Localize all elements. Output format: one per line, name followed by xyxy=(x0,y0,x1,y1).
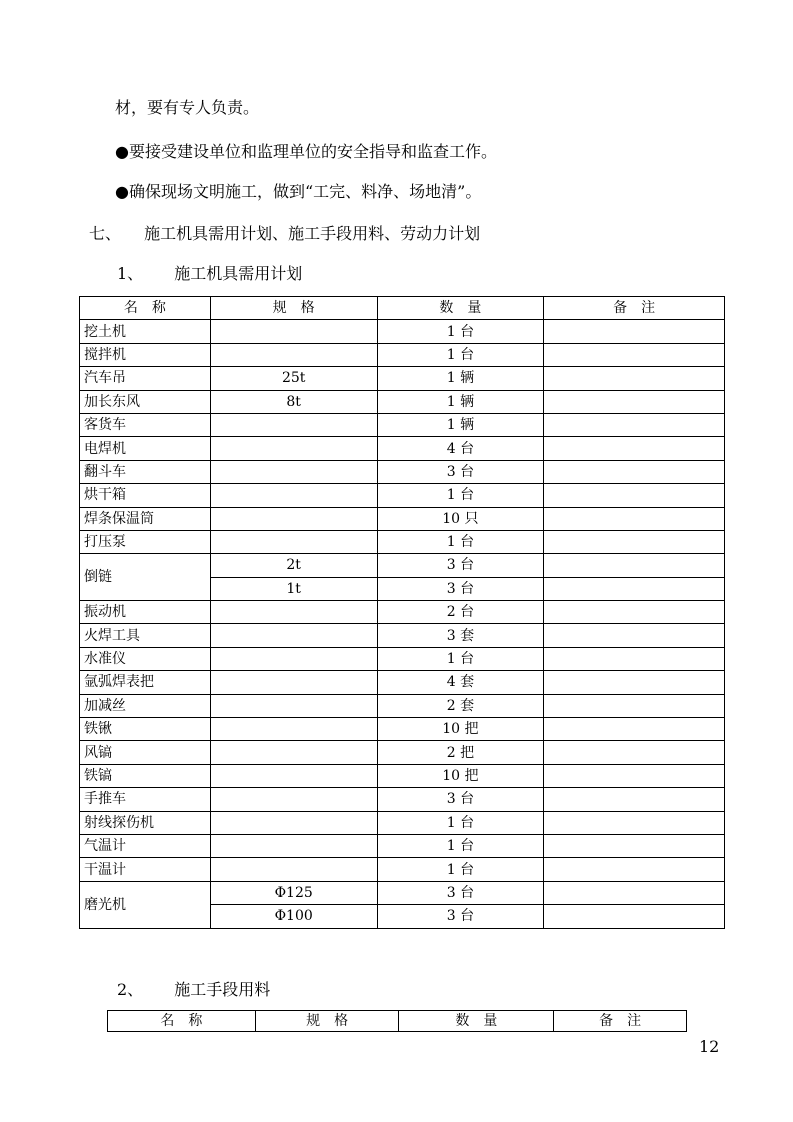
paragraph-line: 材，要有专人负责。 xyxy=(115,98,260,117)
header-name: 名 称 xyxy=(108,1011,256,1032)
table-row xyxy=(80,390,725,413)
cell-name: 挖土机 xyxy=(80,320,211,343)
cell-qty: 1 辆 xyxy=(377,413,544,436)
header-qty: 数 量 xyxy=(399,1011,554,1032)
cell-note xyxy=(544,437,725,460)
cell-qty: 2 台 xyxy=(377,601,544,624)
cell-qty: 1 台 xyxy=(377,834,544,857)
cell-spec: Φ125 xyxy=(210,881,377,904)
cell-name: 铁镐 xyxy=(80,764,211,787)
cell-qty: 1 台 xyxy=(377,811,544,834)
table-row xyxy=(80,507,725,530)
header-spec: 规 格 xyxy=(210,297,377,320)
cell-spec xyxy=(210,858,377,881)
cell-note xyxy=(544,905,725,928)
cell-note xyxy=(544,601,725,624)
cell-qty: 10 只 xyxy=(377,507,544,530)
cell-qty: 1 台 xyxy=(377,320,544,343)
cell-spec: 2t xyxy=(210,554,377,577)
cell-name: 铁锹 xyxy=(80,718,211,741)
table-row xyxy=(80,647,725,670)
cell-spec xyxy=(210,834,377,857)
cell-name: 加减丝 xyxy=(80,694,211,717)
cell-qty: 1 台 xyxy=(377,530,544,553)
subsection-title: 施工机具需用计划 xyxy=(174,264,303,283)
table-row xyxy=(80,741,725,764)
cell-spec xyxy=(210,320,377,343)
cell-qty: 3 台 xyxy=(377,905,544,928)
table-row xyxy=(80,788,725,811)
cell-note xyxy=(544,694,725,717)
header-note: 备 注 xyxy=(544,297,725,320)
cell-note xyxy=(544,764,725,787)
cell-name: 氩弧焊表把 xyxy=(80,671,211,694)
header-name: 名 称 xyxy=(80,297,211,320)
cell-name: 水准仪 xyxy=(80,647,211,670)
subsection-2-heading xyxy=(117,980,270,1000)
subsection-number: 2、 xyxy=(117,980,144,999)
cell-note xyxy=(544,624,725,647)
cell-qty: 10 把 xyxy=(377,764,544,787)
table-row xyxy=(80,320,725,343)
cell-qty: 1 辆 xyxy=(377,367,544,390)
cell-qty: 3 套 xyxy=(377,624,544,647)
bullet-line: ●确保现场文明施工，做到“工完、料净、场地清”。 xyxy=(115,182,482,201)
cell-spec xyxy=(210,507,377,530)
cell-qty: 4 套 xyxy=(377,671,544,694)
cell-qty: 3 台 xyxy=(377,881,544,904)
table-row xyxy=(80,811,725,834)
cell-note xyxy=(544,413,725,436)
header-qty: 数 量 xyxy=(377,297,544,320)
table-row xyxy=(80,530,725,553)
section-title: 施工机具需用计划、施工手段用料、劳动力计划 xyxy=(144,224,481,243)
cell-name: 倒链 xyxy=(80,554,211,601)
cell-spec: 25t xyxy=(210,367,377,390)
cell-qty: 1 台 xyxy=(377,484,544,507)
table-row xyxy=(80,437,725,460)
subsection-title: 施工手段用料 xyxy=(174,980,271,999)
table-header-row xyxy=(80,297,725,320)
cell-note xyxy=(544,834,725,857)
cell-name: 风镐 xyxy=(80,741,211,764)
cell-name: 焊条保温筒 xyxy=(80,507,211,530)
cell-note xyxy=(544,530,725,553)
cell-qty: 2 套 xyxy=(377,694,544,717)
cell-name: 搅拌机 xyxy=(80,343,211,366)
cell-name: 汽车吊 xyxy=(80,367,211,390)
cell-note xyxy=(544,858,725,881)
table-header-row xyxy=(108,1011,687,1032)
cell-name: 加长东风 xyxy=(80,390,211,413)
cell-note xyxy=(544,343,725,366)
cell-note xyxy=(544,484,725,507)
table-row xyxy=(80,624,725,647)
table-row xyxy=(80,881,725,904)
cell-qty: 3 台 xyxy=(377,460,544,483)
header-note: 备 注 xyxy=(554,1011,687,1032)
table-row xyxy=(80,460,725,483)
cell-note xyxy=(544,647,725,670)
table-row xyxy=(80,554,725,577)
cell-spec xyxy=(210,484,377,507)
cell-spec: Φ100 xyxy=(210,905,377,928)
table-row xyxy=(80,764,725,787)
cell-qty: 4 台 xyxy=(377,437,544,460)
cell-name: 翻斗车 xyxy=(80,460,211,483)
cell-qty: 1 台 xyxy=(377,343,544,366)
cell-spec xyxy=(210,671,377,694)
cell-note xyxy=(544,788,725,811)
table-row xyxy=(80,413,725,436)
cell-name: 烘干箱 xyxy=(80,484,211,507)
subsection-number: 1、 xyxy=(117,264,144,283)
cell-qty: 10 把 xyxy=(377,718,544,741)
page-number: 12 xyxy=(699,1037,720,1056)
cell-spec xyxy=(210,647,377,670)
table-row xyxy=(80,671,725,694)
cell-note xyxy=(544,554,725,577)
cell-note xyxy=(544,577,725,600)
cell-spec xyxy=(210,530,377,553)
cell-name: 手推车 xyxy=(80,788,211,811)
table-row xyxy=(80,343,725,366)
table-row xyxy=(80,601,725,624)
cell-spec xyxy=(210,694,377,717)
cell-qty: 3 台 xyxy=(377,554,544,577)
cell-name: 磨光机 xyxy=(80,881,211,928)
table-row xyxy=(80,718,725,741)
table-row xyxy=(80,484,725,507)
cell-spec: 1t xyxy=(210,577,377,600)
cell-name: 射线探伤机 xyxy=(80,811,211,834)
cell-qty: 3 台 xyxy=(377,788,544,811)
table-row xyxy=(80,367,725,390)
cell-name: 电焊机 xyxy=(80,437,211,460)
cell-qty: 1 辆 xyxy=(377,390,544,413)
cell-note xyxy=(544,367,725,390)
cell-note xyxy=(544,320,725,343)
cell-note xyxy=(544,741,725,764)
bullet-line: ●要接受建设单位和监理单位的安全指导和监查工作。 xyxy=(115,142,497,161)
cell-note xyxy=(544,390,725,413)
cell-spec xyxy=(210,601,377,624)
cell-qty: 2 把 xyxy=(377,741,544,764)
cell-spec xyxy=(210,413,377,436)
header-spec: 规 格 xyxy=(255,1011,399,1032)
cell-note xyxy=(544,671,725,694)
subsection-1-heading xyxy=(117,264,302,284)
materials-table xyxy=(107,1010,687,1032)
table-row xyxy=(80,858,725,881)
cell-spec: 8t xyxy=(210,390,377,413)
cell-name: 打压泵 xyxy=(80,530,211,553)
cell-spec xyxy=(210,788,377,811)
cell-spec xyxy=(210,718,377,741)
cell-name: 气温计 xyxy=(80,834,211,857)
section-number: 七、 xyxy=(89,224,122,243)
cell-note xyxy=(544,811,725,834)
cell-qty: 1 台 xyxy=(377,858,544,881)
cell-qty: 1 台 xyxy=(377,647,544,670)
table-row xyxy=(80,834,725,857)
cell-spec xyxy=(210,741,377,764)
cell-qty: 3 台 xyxy=(377,577,544,600)
cell-spec xyxy=(210,811,377,834)
cell-note xyxy=(544,460,725,483)
cell-spec xyxy=(210,624,377,647)
cell-note xyxy=(544,881,725,904)
machinery-table xyxy=(79,296,725,929)
cell-note xyxy=(544,718,725,741)
cell-spec xyxy=(210,437,377,460)
cell-spec xyxy=(210,460,377,483)
cell-spec xyxy=(210,343,377,366)
cell-name: 火焊工具 xyxy=(80,624,211,647)
table-row xyxy=(80,694,725,717)
section-7-heading xyxy=(89,224,480,244)
cell-spec xyxy=(210,764,377,787)
cell-name: 振动机 xyxy=(80,601,211,624)
cell-note xyxy=(544,507,725,530)
cell-name: 干温计 xyxy=(80,858,211,881)
cell-name: 客货车 xyxy=(80,413,211,436)
